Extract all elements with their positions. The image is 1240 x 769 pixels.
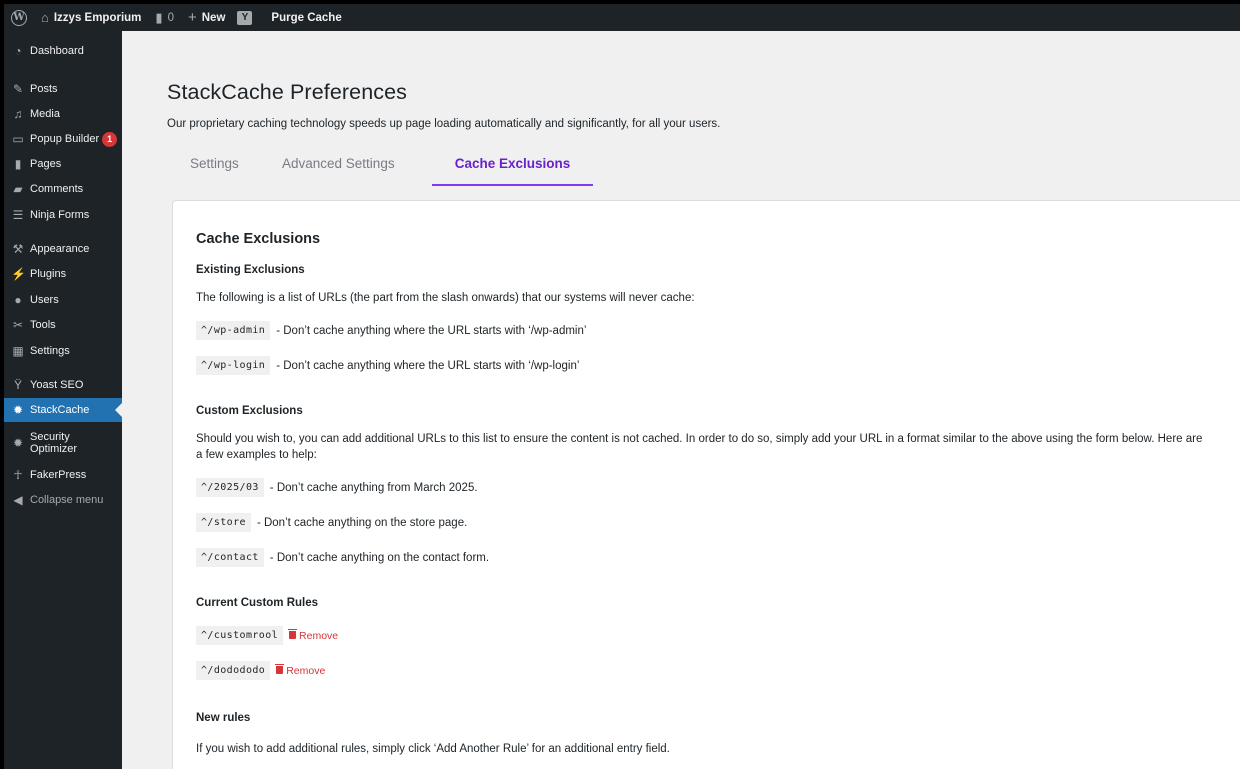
sidebar-item-label: Tools (30, 319, 56, 331)
user-icon: ● (14, 293, 22, 307)
yoast-icon: Ÿ (13, 378, 22, 392)
sidebar-item-appearance[interactable] (4, 237, 122, 261)
sidebar-item-label: Ninja Forms (30, 209, 90, 221)
trash-icon (289, 631, 296, 639)
existing-rule (196, 321, 586, 340)
settings-tabs (167, 149, 593, 186)
sidebar-item-label: Appearance (30, 243, 90, 255)
page-description: Our proprietary caching technology speeds up page loading automatically and significantly, for all your users. (167, 118, 721, 130)
example-rule (196, 513, 467, 532)
page-icon: ▮ (14, 157, 22, 171)
comment-icon: ▰ (13, 182, 23, 196)
media-icon: ♫ (13, 107, 23, 121)
cache-exclusions-card (172, 200, 1240, 769)
new-label: New (201, 11, 226, 24)
rule-code: ^/contact (196, 548, 264, 567)
collapse-icon: ◀ (13, 493, 23, 507)
main-content (122, 31, 1240, 769)
sidebar-item-ninja-forms[interactable] (4, 203, 122, 227)
tab-advanced-settings[interactable]: Advanced Settings (282, 156, 395, 171)
sidebar-item-settings[interactable] (4, 339, 122, 363)
sidebar-item-security-optimizer[interactable] (4, 426, 122, 460)
sidebar-item-popup-builder[interactable] (4, 127, 122, 151)
rule-code: ^/customrool (196, 626, 283, 645)
custom-exclusions-heading: Custom Exclusions (196, 405, 303, 417)
dashboard-icon: ◔ (14, 44, 22, 58)
new-rules-heading: New rules (196, 712, 251, 724)
rule-code: ^/store (196, 513, 251, 532)
remove-rule-button[interactable] (289, 630, 338, 642)
custom-rule-row (196, 626, 338, 645)
remove-label: Remove (286, 664, 326, 677)
security-gear-icon: ✹ (12, 436, 24, 450)
home-icon: ⌂ (41, 10, 49, 25)
rule-description: - Don’t cache anything from March 2025. (269, 481, 478, 494)
sidebar-item-label: Posts (30, 83, 58, 95)
sidebar-item-label: Media (30, 108, 60, 120)
remove-label: Remove (299, 629, 339, 642)
sidebar-item-label: Yoast SEO (30, 379, 84, 391)
trash-icon (276, 666, 283, 674)
sidebar-item-users[interactable] (4, 288, 122, 312)
yoast-icon: Y (237, 11, 252, 25)
site-name: Izzys Emporium (53, 11, 142, 24)
sidebar-item-label: Settings (30, 345, 70, 357)
rule-description: - Don’t cache anything where the URL starts with ‘/wp-admin’ (276, 324, 587, 337)
sidebar-item-stackcache[interactable] (4, 398, 122, 422)
gear-icon: ✹ (12, 403, 24, 417)
sidebar-item-pages[interactable] (4, 152, 122, 176)
sidebar-item-media[interactable] (4, 102, 122, 126)
existing-rule (196, 356, 579, 375)
tab-cache-exclusions[interactable]: Cache Exclusions (432, 149, 593, 186)
page-title: StackCache Preferences (167, 80, 408, 104)
sidebar-item-label: Comments (30, 183, 84, 195)
sidebar-item-label: Popup Builder (30, 133, 100, 145)
admin-bar (4, 4, 1240, 31)
example-rule (196, 548, 489, 567)
comments-menu[interactable] (148, 4, 181, 31)
rule-code: ^/wp-admin (196, 321, 270, 340)
sidebar-item-label: Collapse menu (30, 494, 104, 506)
sidebar-item-tools[interactable] (4, 313, 122, 337)
plus-icon: + (187, 9, 197, 26)
tab-settings[interactable]: Settings (190, 156, 239, 171)
sidebar-item-label: Pages (30, 158, 62, 170)
sidebar-item-label: Users (30, 294, 59, 306)
sidebar-item-posts[interactable] (4, 77, 122, 101)
example-rule (196, 478, 478, 497)
sidebar-item-fakerpress[interactable] (4, 463, 122, 487)
sidebar-item-dashboard[interactable] (4, 37, 122, 65)
remove-rule-button[interactable] (276, 665, 325, 677)
new-rules-text: If you wish to add additional rules, simply click ‘Add Another Rule’ for an additional entry field. (196, 743, 670, 755)
purge-cache-label: Purge Cache (271, 11, 342, 24)
sidebar-item-label: Plugins (30, 268, 67, 280)
sidebar-item-comments[interactable] (4, 177, 122, 201)
sidebar-item-label: Security Optimizer (30, 431, 78, 455)
wp-admin-screen (4, 4, 1240, 769)
rule-code: ^/2025/03 (196, 478, 264, 497)
existing-exclusions-text: The following is a list of URLs (the part from the slash onwards) that our systems will never cache: (196, 292, 695, 304)
brush-icon: ⚒ (12, 242, 24, 256)
wordpress-logo-menu[interactable] (4, 4, 34, 31)
card-heading: Cache Exclusions (196, 231, 321, 247)
custom-exclusions-text: Should you wish to, you can add additional URLs to this list to ensure the content is not cached. In order to do so, simply add your URL in a format similar to the above using the form below. Here are a few examples to help: (196, 433, 1203, 461)
rule-description: - Don’t cache anything on the contact form. (269, 551, 490, 564)
notification-badge: 1 (102, 132, 117, 147)
wrench-icon: ✂ (12, 318, 24, 332)
admin-sidebar (4, 31, 122, 769)
sidebar-item-yoast-seo[interactable] (4, 373, 122, 397)
rule-code: ^/dodododo (196, 661, 270, 680)
purge-cache-button[interactable] (264, 4, 348, 31)
sidebar-item-label: StackCache (30, 404, 90, 416)
new-content-menu[interactable] (181, 4, 232, 31)
current-custom-rules-heading: Current Custom Rules (196, 597, 319, 609)
settings-icon: ▦ (12, 344, 24, 358)
sidebar-item-label: Dashboard (30, 45, 84, 57)
yoast-menu[interactable] (232, 4, 264, 31)
wordpress-icon: W (11, 10, 27, 26)
sidebar-item-label: FakerPress (30, 469, 87, 481)
accessibility-icon: ☥ (13, 468, 23, 482)
collapse-menu-button[interactable] (4, 488, 122, 512)
existing-exclusions-heading: Existing Exclusions (196, 264, 305, 276)
comment-bubble-icon: ▮ (155, 9, 163, 25)
form-icon: ☰ (12, 208, 24, 222)
plug-icon: ⚡ (11, 267, 26, 281)
comments-count: 0 (167, 11, 174, 24)
pin-icon: ✎ (12, 82, 24, 96)
custom-rule-row (196, 661, 325, 680)
rule-description: - Don’t cache anything on the store page. (256, 516, 468, 529)
popup-icon: ▭ (12, 132, 24, 146)
rule-code: ^/wp-login (196, 356, 270, 375)
rule-description: - Don’t cache anything where the URL starts with ‘/wp-login’ (276, 359, 580, 372)
site-name-menu[interactable] (34, 4, 148, 31)
sidebar-item-plugins[interactable] (4, 262, 122, 286)
